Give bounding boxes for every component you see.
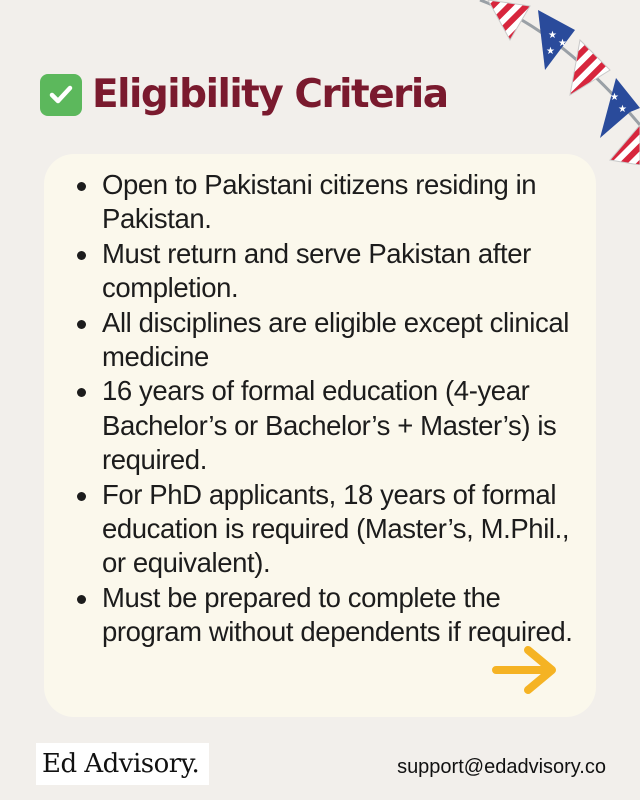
support-email[interactable]: support@edadvisory.co — [397, 756, 606, 778]
list-item: For PhD applicants, 18 years of formal education is required (Master’s, M.Phil., or equivalent). — [102, 478, 592, 581]
criteria-card — [44, 154, 596, 717]
list-item: All disciplines are eligible except clinical medicine — [102, 306, 592, 375]
criteria-list — [102, 168, 592, 650]
check-mark-box-icon — [40, 74, 82, 116]
svg-text:★: ★ — [548, 30, 557, 41]
flag-bunting-decoration — [460, 0, 640, 165]
svg-text:★: ★ — [546, 46, 555, 57]
list-item: 16 years of formal education (4-year Bachelor’s or Bachelor’s + Master’s) is required. — [102, 374, 592, 477]
arrow-right-icon[interactable] — [492, 645, 562, 695]
list-item: Open to Pakistani citizens residing in Pakistan. — [102, 168, 592, 237]
header — [40, 72, 448, 117]
list-item: Must be prepared to complete the program without dependents if required. — [102, 581, 592, 650]
svg-text:★: ★ — [618, 104, 627, 115]
svg-text:★: ★ — [610, 92, 619, 103]
svg-text:★: ★ — [558, 38, 567, 49]
page-title: Eligibility Criteria — [92, 72, 448, 117]
brand-logo: Ed Advisory. — [36, 743, 209, 785]
list-item: Must return and serve Pakistan after completion. — [102, 237, 592, 306]
